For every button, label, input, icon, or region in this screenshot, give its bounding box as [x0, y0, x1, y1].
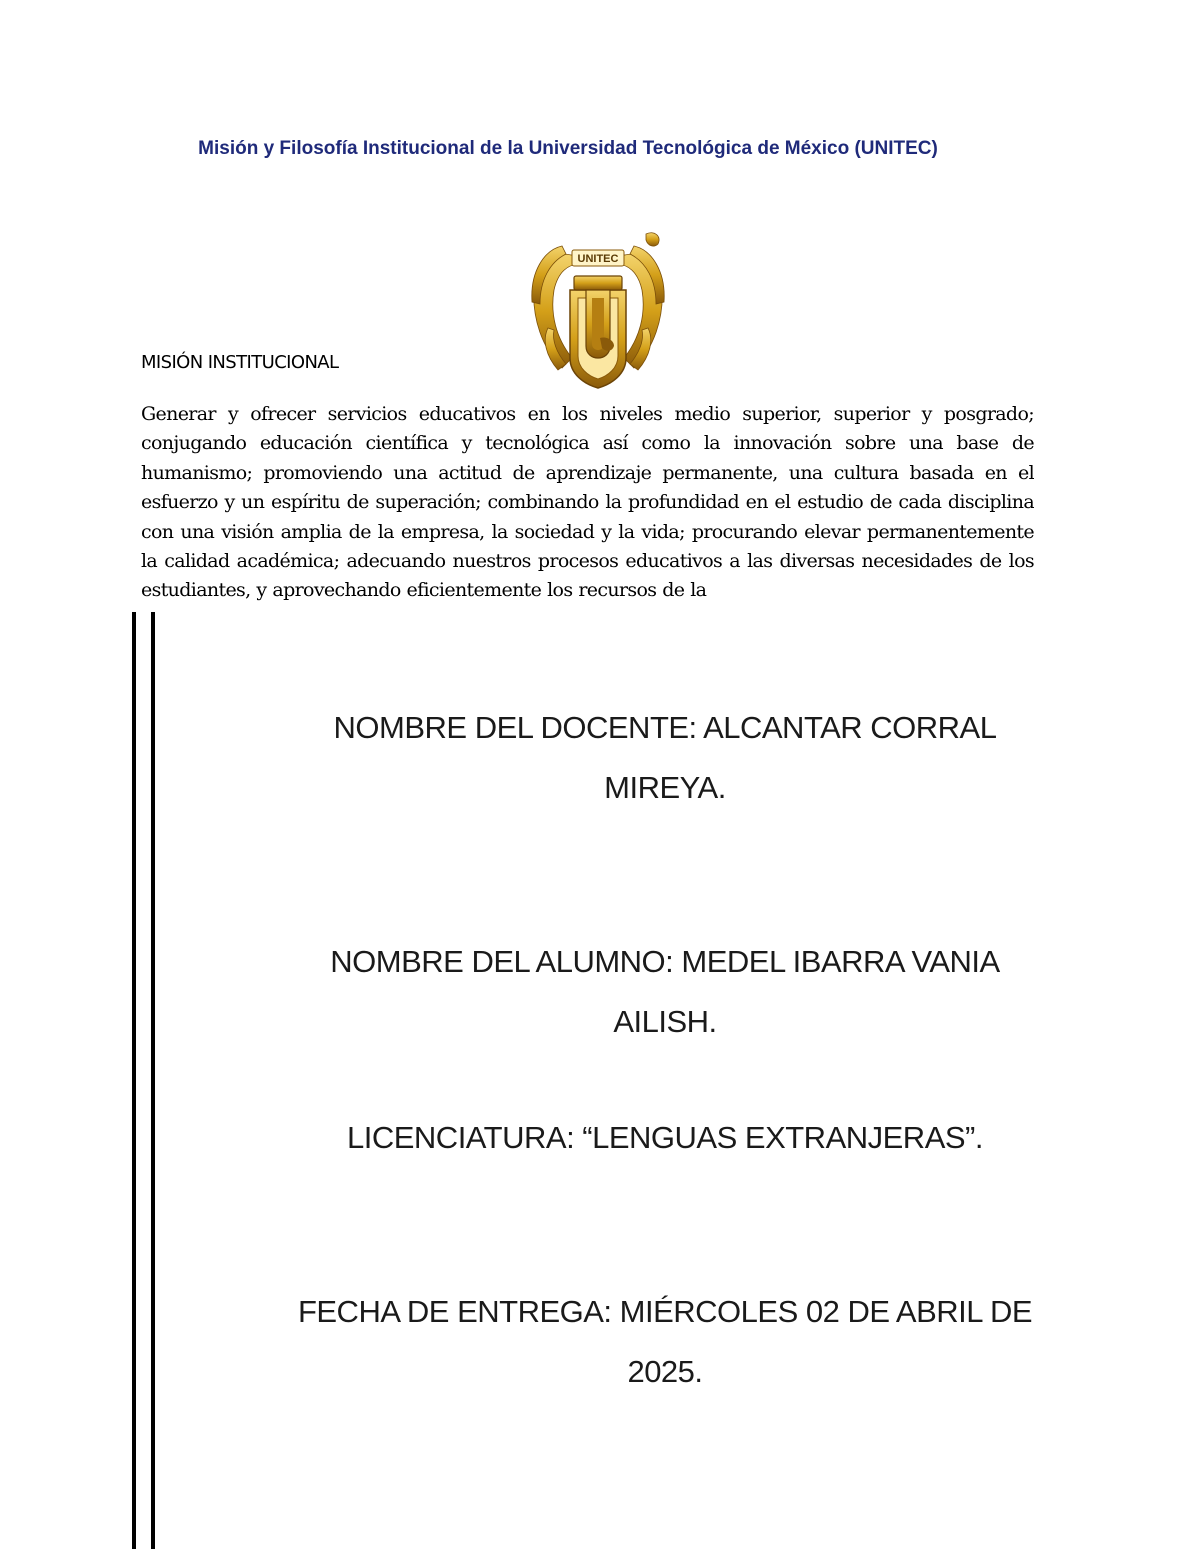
student-name-line-1: NOMBRE DEL ALUMNO: MEDEL IBARRA VANIA [330, 944, 1000, 979]
degree-line: LICENCIATURA: “LENGUAS EXTRANJERAS”. [347, 1120, 983, 1155]
unitec-logo [528, 228, 668, 392]
cover-rule-left [132, 612, 136, 1549]
mission-heading: MISIÓN INSTITUCIONAL [141, 352, 339, 373]
delivery-date-line-2: 2025. [627, 1354, 703, 1389]
logo-banner-text: UNITEC [577, 253, 619, 265]
teacher-name-line-1: NOMBRE DEL DOCENTE: ALCANTAR CORRAL [333, 710, 997, 745]
mission-paragraph: Generar y ofrecer servicios educativos en los niveles medio superior, superior y posgrado; conjugando educación científica y tecnológica así como la innovación sobre una base de humanismo; promoviendo una actitud de aprendizaje permanente, una cultura basada en el esfuerzo y un espíritu de superación; combinando la profundidad en el estudio de cada disciplina con una visión amplia de la empresa, la sociedad y la vida; procurando elevar permanentemente la calidad académica; adecuando nuestros procesos educativos a las diversas necesidades de los estudiantes, y aprovechando eficientemente los recursos de la [141, 403, 1034, 602]
cover-rule-right [151, 612, 155, 1549]
document-title: Misión y Filosofía Institucional de la Universidad Tecnológica de México (UNITEC) [198, 138, 938, 159]
delivery-date-line-1: FECHA DE ENTREGA: MIÉRCOLES 02 DE ABRIL DE [297, 1294, 1033, 1329]
teacher-name-line-2: MIREYA. [604, 770, 726, 805]
student-name-line-2: AILISH. [613, 1004, 717, 1039]
